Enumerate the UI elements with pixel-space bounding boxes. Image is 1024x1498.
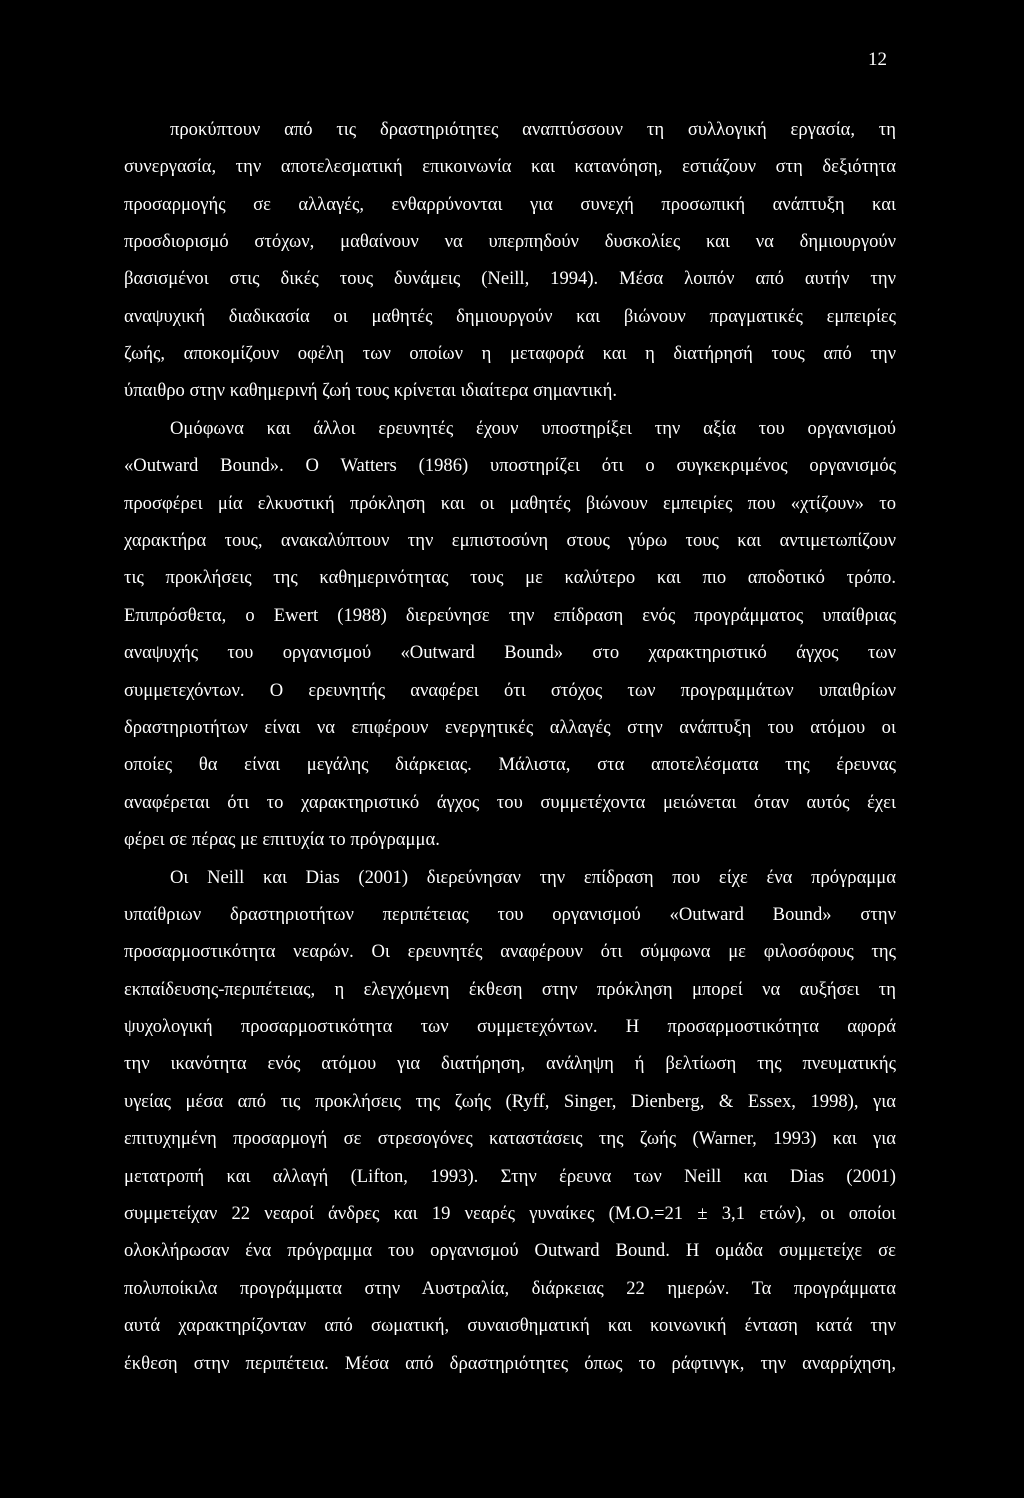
text-line: υγείας μέσα από τις προκλήσεις της ζωής (Ryff, Singer, Dienberg, & Essex, 1998), για [124,1091,896,1112]
text-line: αναφέρεται ότι το χαρακτηριστικό άγχος του συμμετέχοντα μειώνεται όταν αυτός έχει [124,792,896,813]
text-line: ολοκλήρωσαν ένα πρόγραμμα του οργανισμού Outward Bound. Η ομάδα συμμετείχε σε [124,1240,896,1261]
text-line: εκπαίδευσης-περιπέτειας, η ελεγχόμενη έκθεση στην πρόκληση μπορεί να αυξήσει τη [124,979,896,1000]
text-line: χαρακτήρα τους, ανακαλύπτουν την εμπιστοσύνη στους γύρω τους και αντιμετωπίζουν [124,530,896,551]
text-line: αναψυχική διαδικασία οι μαθητές δημιουργούν και βιώνουν πραγματικές εμπειρίες [124,306,896,327]
text-line: προσαρμοστικότητα νεαρών. Οι ερευνητές αναφέρουν ότι σύμφωνα με φιλοσόφους της [124,941,896,962]
text-line: επιτυχημένη προσαρμογή σε στρεσογόνες καταστάσεις της ζωής (Warner, 1993) και για [124,1128,896,1149]
text-line: προσφέρει μία ελκυστική πρόκληση και οι μαθητές βιώνουν εμπειρίες που «χτίζουν» το [124,493,896,514]
text-line: Επιπρόσθετα, ο Ewert (1988) διερεύνησε την επίδραση ενός προγράμματος υπαίθριας [124,605,896,626]
text-line: φέρει σε πέρας με επιτυχία το πρόγραμμα. [124,829,440,850]
text-line: Οι Neill και Dias (2001) διερεύνησαν την επίδραση που είχε ένα πρόγραμμα [170,867,896,888]
text-line: πολυποίκιλα προγράμματα στην Αυστραλία, διάρκειας 22 ημερών. Τα προγράμματα [124,1278,896,1299]
text-line: συνεργασία, την αποτελεσματική επικοινωνία και κατανόηση, εστιάζουν στη δεξιότητα [124,156,896,177]
text-line: προκύπτουν από τις δραστηριότητες αναπτύσσουν τη συλλογική εργασία, τη [170,119,896,140]
page-number: 12 [868,49,887,70]
text-line: βασισμένοι στις δικές τους δυνάμεις (Neill, 1994). Μέσα λοιπόν από αυτήν την [124,268,896,289]
text-line: συμμετεχόντων. Ο ερευνητής αναφέρει ότι στόχος των προγραμμάτων υπαιθρίων [124,680,896,701]
text-line: μετατροπή και αλλαγή (Lifton, 1993). Στην έρευνα των Neill και Dias (2001) [124,1166,896,1187]
text-line: έκθεση στην περιπέτεια. Μέσα από δραστηριότητες όπως το ράφτινγκ, την αναρρίχηση, [124,1353,896,1374]
text-line: υπαίθριων δραστηριοτήτων περιπέτειας του οργανισμού «Outward Bound» στην [124,904,896,925]
text-line: ζωής, αποκομίζουν οφέλη των οποίων η μεταφορά και η διατήρησή τους από την [124,343,896,364]
text-line: ύπαιθρο στην καθημερινή ζωή τους κρίνεται ιδιαίτερα σημαντική. [124,380,618,401]
text-line: συμμετείχαν 22 νεαροί άνδρες και 19 νεαρές γυναίκες (Μ.Ο.=21 ± 3,1 ετών), οι οποίοι [124,1203,896,1224]
text-line: Ομόφωνα και άλλοι ερευνητές έχουν υποστηρίξει την αξία του οργανισμού [170,418,896,439]
text-line: αναψυχής του οργανισμού «Outward Bound» στο χαρακτηριστικό άγχος των [124,642,896,663]
text-line: δραστηριοτήτων είναι να επιφέρουν ενεργητικές αλλαγές στην ανάπτυξη του ατόμου οι [124,717,896,738]
text-line: προσαρμογής σε αλλαγές, ενθαρρύνονται για συνεχή προσωπική ανάπτυξη και [124,194,896,215]
text-line: τις προκλήσεις της καθημερινότητας τους με καλύτερο και πιο αποδοτικό τρόπο. [124,567,896,588]
text-line: ψυχολογική προσαρμοστικότητα των συμμετεχόντων. Η προσαρμοστικότητα αφορά [124,1016,896,1037]
text-line: αυτά χαρακτηρίζονταν από σωματική, συναισθηματική και κοινωνική ένταση κατά την [124,1315,896,1336]
text-line: προσδιορισμό στόχων, μαθαίνουν να υπερπηδούν δυσκολίες και να δημιουργούν [124,231,896,252]
text-line: «Outward Bound». O Watters (1986) υποστηρίζει ότι ο συγκεκριμένος οργανισμός [124,455,896,476]
text-line: οποίες θα είναι μεγάλης διάρκειας. Μάλιστα, στα αποτελέσματα της έρευνας [124,754,896,775]
text-line: την ικανότητα ενός ατόμου για διατήρηση, ανάληψη ή βελτίωση της πνευματικής [124,1053,896,1074]
